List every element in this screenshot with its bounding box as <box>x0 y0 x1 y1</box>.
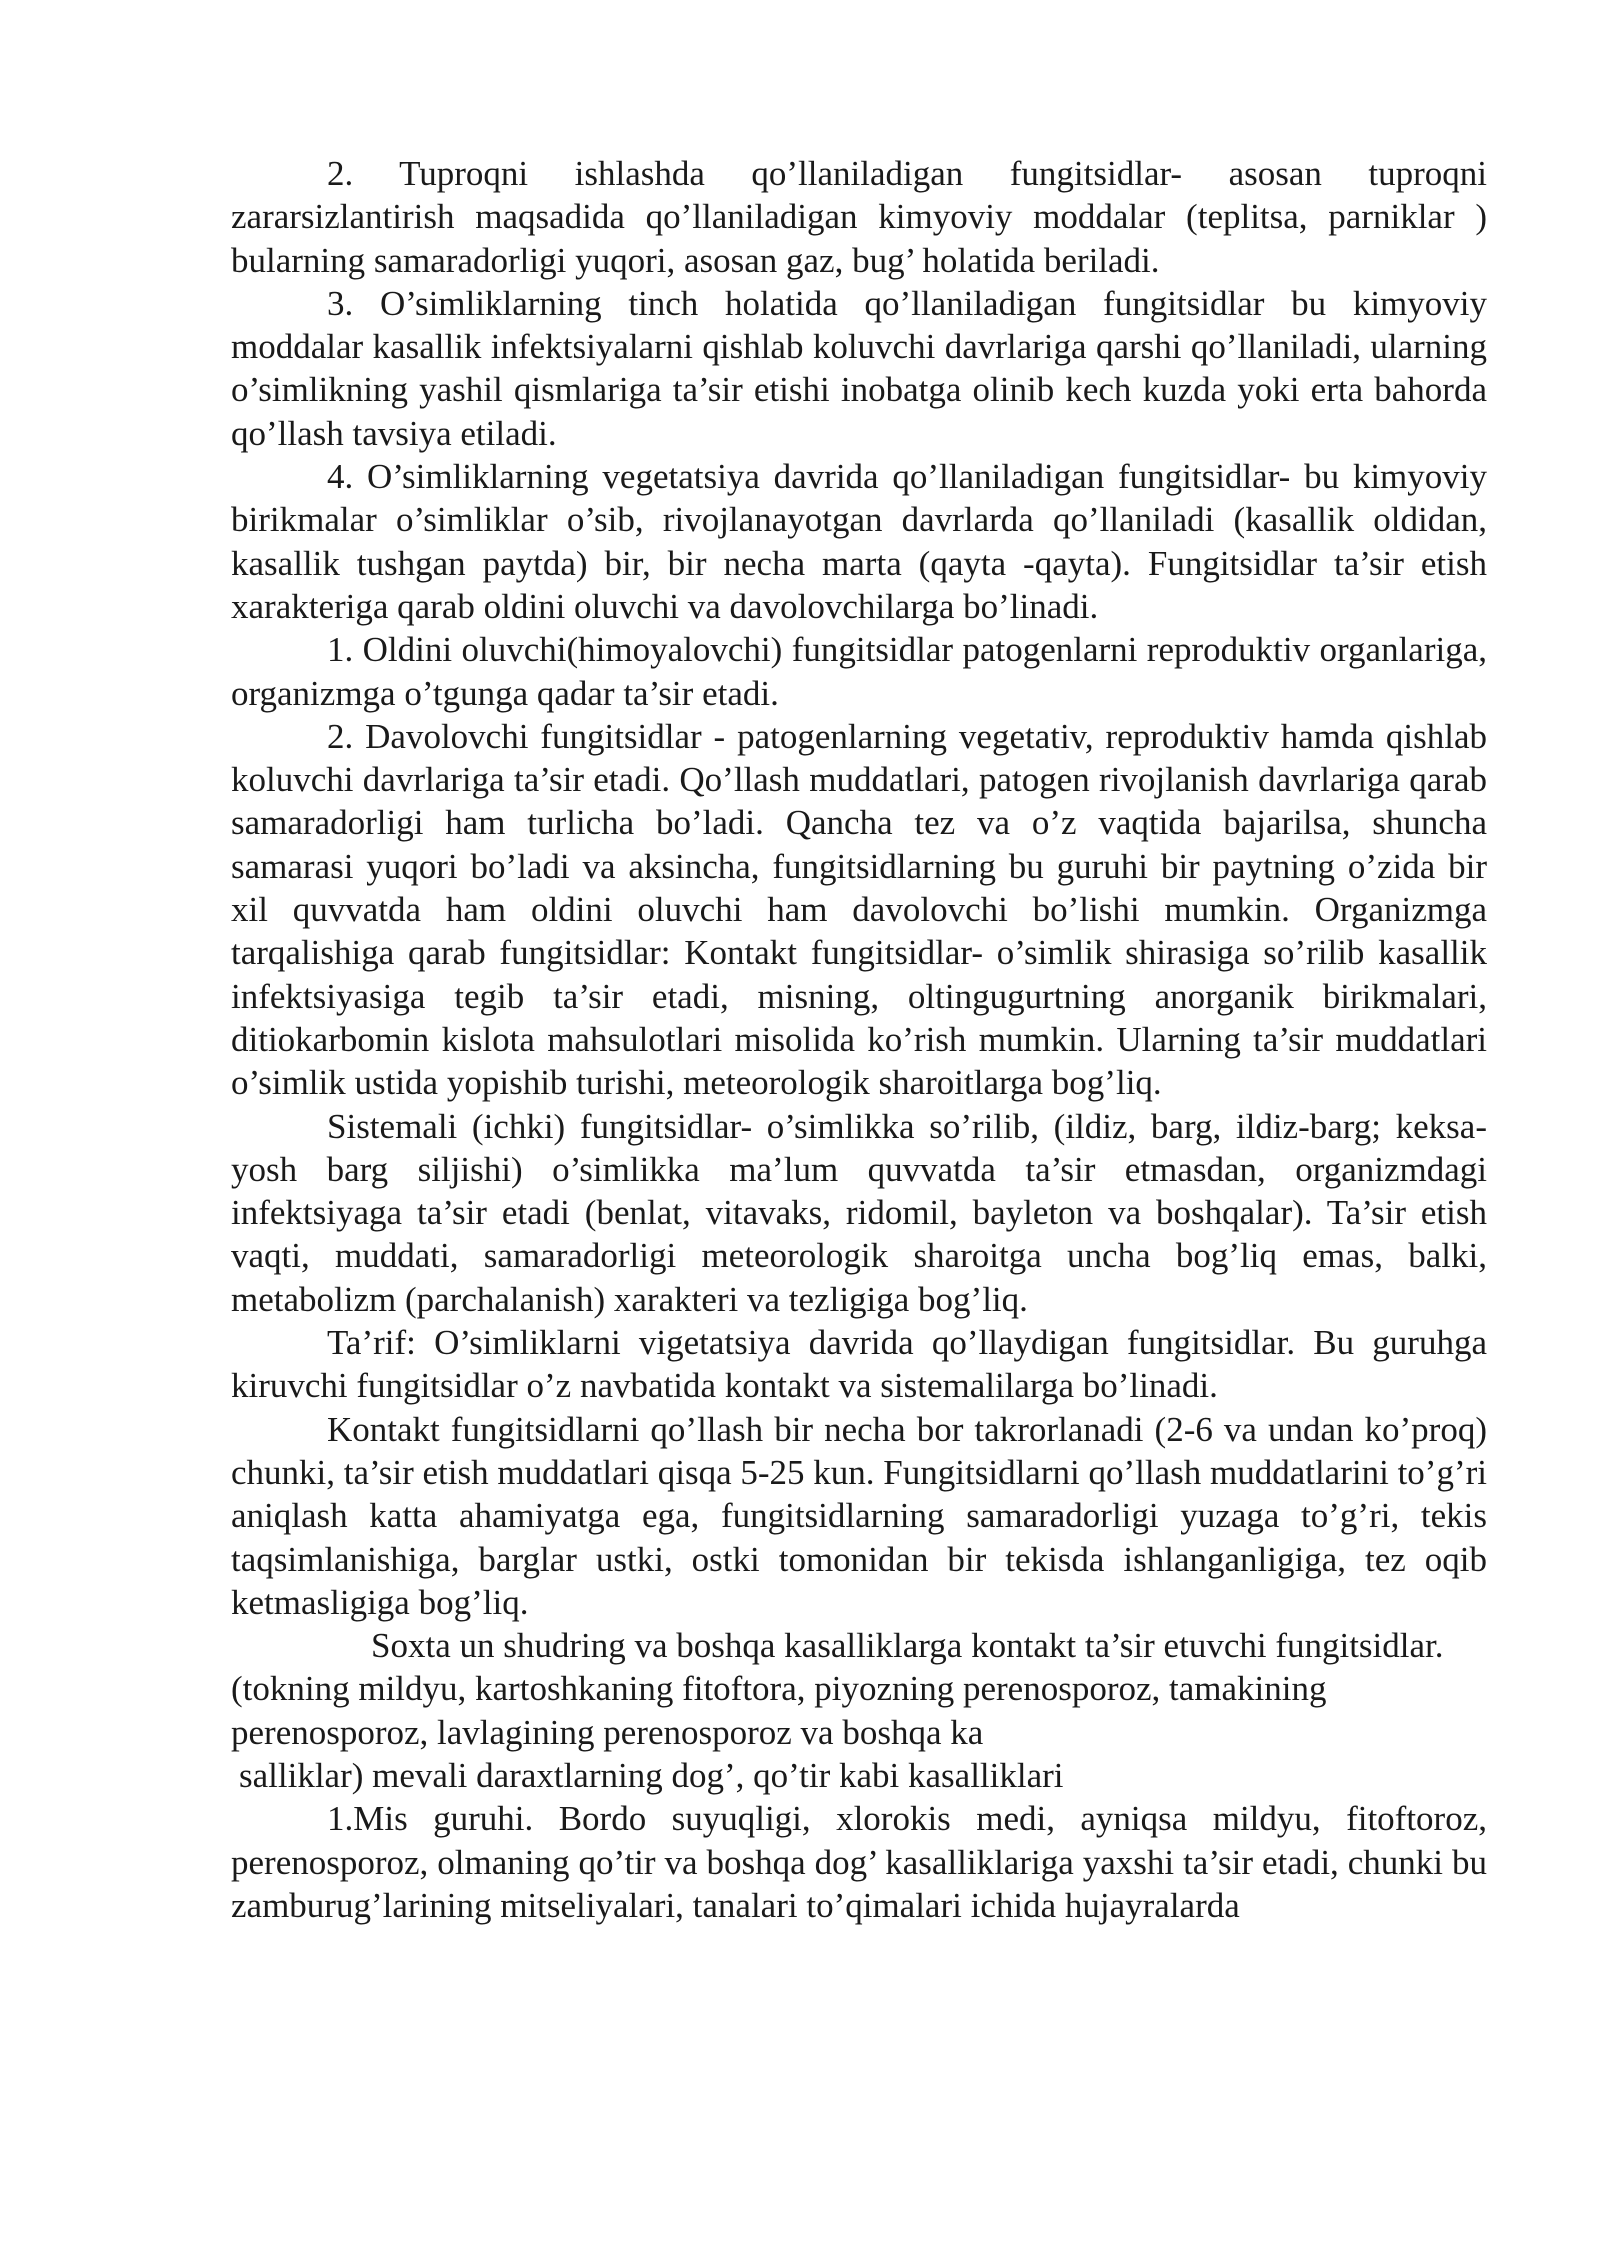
document-page <box>231 152 1487 1927</box>
paragraph-downy-mildew: Soxta un shudring va boshqa kasalliklarga kontakt ta’sir etuvchi fungitsidlar. (tokning mildyu, kartoshkaning fitoftora, piyozning perenosporoz, tamakining perenosporoz, lavlagining perenosporoz va boshqa ka <box>231 1626 1444 1752</box>
paragraph-vegetation-fungicides: 4. O’simliklarning vegetatsiya davrida qo’llaniladigan fungitsidlar- bu kimyoviy birikmalar o’simliklar o’sib, rivojlanayotgan davrlarda qo’llaniladi (kasallik oldidan, kasallik tushgan paytda) bir, bir necha marta (qayta -qayta). Fungitsidlar ta’sir etish xarakteriga qarab oldini oluvchi va davolovchilarga bo’linadi. <box>231 457 1487 626</box>
paragraph-systemic-fungicides: Sistemali (ichki) fungitsidlar- o’simlikka so’rilib, (ildiz, barg, ildiz-barg; keksa-yosh barg siljishi) o’simlikka ma’lum quvvatda ta’sir etmasdan, organizmdagi infektsiyaga ta’sir etadi (benlat, vitavaks, ridomil, bayleton va boshqalar). Ta’sir etish vaqti, muddati, samaradorligi meteorologik sharoitga uncha bog’liq emas, balki, metabolizm (parchalanish) xarakteri va tezligiga bog’liq. <box>231 1106 1487 1319</box>
paragraph-soil-fungicides: 2. Tuproqni ishlashda qo’llaniladigan fungitsidlar- asosan tuproqni zararsizlantirish maqsadida qo’llaniladigan kimyoviy moddalar (teplitsa, parniklar ) bularning samaradorligi yuqori, asosan gaz, bug’ holatida beriladi. <box>231 154 1487 280</box>
paragraph-contact-fungicides: Kontakt fungitsidlarni qo’llash bir necha bor takrorlanadi (2-6 va undan ko’proq) chunki, ta’sir etish muddatlari qisqa 5-25 kun. Fungitsidlarni qo’llash muddatlarini to’g’ri aniqlash katta ahamiyatga ega, fungitsidlarning samaradorligi yuzaga to’g’ri, tekis taqsimlanishiga, barglar ustki, ostki tomonidan bir tekisda ishlanganligiga, tez oqib ketmasligiga bog’liq. <box>231 1409 1487 1622</box>
paragraph-dormant-fungicides: 3. O’simliklarning tinch holatida qo’llaniladigan fungitsidlar bu kimyoviy moddalar kasallik infektsiyalarni qishlab koluvchi davrlariga qarshi qo’llaniladi, ularning o’simlikning yashil qismlariga ta’sir etishi inobatga olinib kech kuzda yoki erta bahorda qo’llash tavsiya etiladi. <box>231 283 1487 453</box>
paragraph-definition: Ta’rif: O’simliklarni vigetatsiya davrida qo’llaydigan fungitsidlar. Bu guruhga kiruvchi fungitsidlar o’z navbatida kontakt va sistemalilarga bo’linadi. <box>231 1323 1487 1406</box>
paragraph-curative-fungicides: 2. Davolovchi fungitsidlar - patogenlarning vegetativ, reproduktiv hamda qishlab koluvchi davrlariga ta’sir etadi. Qo’llash muddatlari, patogen rivojlanish davrlariga qarab samaradorligi ham turlicha bo’ladi. Qancha tez va o’z vaqtida bajarilsa, shuncha samarasi yuqori bo’ladi va aksincha, fungitsidlarning bu guruhi bir paytning o’zida bir xil quvvatda ham oldini oluvchi ham davolovchi bo’lishi mumkin. Organizmga tarqalishiga qarab fungitsidlar: Kontakt fungitsidlar- o’simlik shirasiga so’rilib kasallik infektsiyasiga tegib ta’sir etadi, misning, oltingugurtning anorganik birikmalari, ditiokarbomin kislota mahsulotlari misolida ko’rish mumkin. Ularning ta’sir muddatlari o’simlik ustida yopishib turishi, meteorologik sharoitlarga bog’liq. <box>231 716 1487 1103</box>
paragraph-preventive-fungicides: 1. Oldini oluvchi(himoyalovchi) fungitsidlar patogenlarni reproduktiv organlariga, organizmga o’tgunga qadar ta’sir etadi. <box>231 630 1487 713</box>
paragraph-copper-group: 1.Mis guruhi. Bordo suyuqligi, xlorokis medi, ayniqsa mildyu, fitoftoroz, perenosporoz, olmaning qo’tir va boshqa dog’ kasalliklariga yaxshi ta’sir etadi, chunki bu zamburug’larining mitseliyalari, tanalari to’qimalari ichida hujayralarda <box>231 1799 1487 1925</box>
paragraph-diseases-continued: salliklar) mevali daraxtlarning dog’, qo’tir kabi kasalliklari <box>239 1755 1064 1795</box>
